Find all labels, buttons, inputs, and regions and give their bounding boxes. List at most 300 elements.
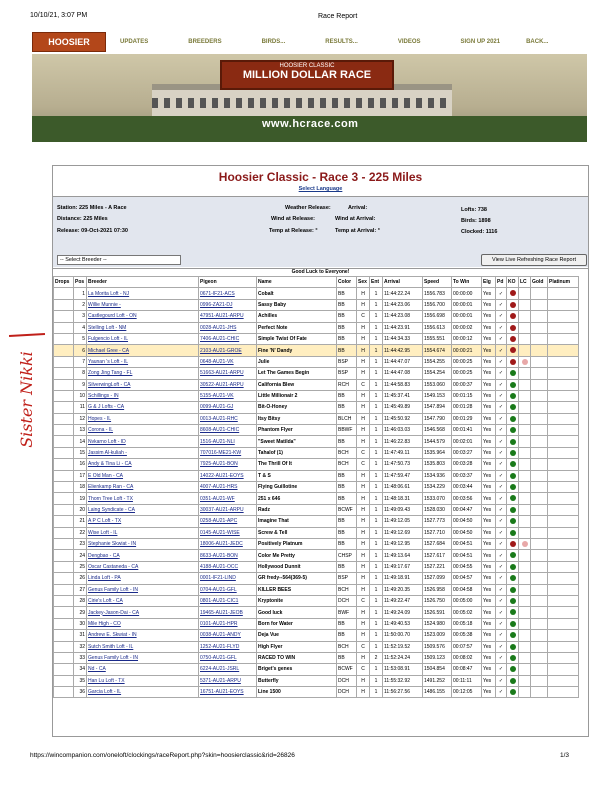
cell: 1554.674	[423, 345, 452, 356]
cell: ✓	[496, 379, 507, 390]
cell[interactable]: Jackey-Jason-Dai - CA	[87, 607, 199, 618]
cell: Flying Guillotine	[257, 482, 337, 493]
table-row[interactable]	[54, 630, 579, 641]
cell[interactable]: Nd - CA	[87, 664, 199, 675]
nav-videos[interactable]: VIDEOS	[397, 39, 421, 45]
nav-back[interactable]: BACK...	[526, 39, 549, 45]
cell: 11:49:09.43	[383, 504, 423, 515]
nav-signup[interactable]: SIGN UP 2021	[460, 39, 501, 45]
cell: ✓	[496, 288, 507, 299]
controls-row	[53, 253, 588, 267]
select-language-link[interactable]: Select Language	[298, 186, 343, 192]
nav-updates[interactable]: UPDATES	[120, 39, 149, 45]
cell[interactable]: Michael Gree - CA	[87, 345, 199, 356]
cell: H	[357, 402, 370, 413]
empty-cell	[54, 687, 74, 698]
nav-birds[interactable]: BIRDS...	[261, 39, 286, 45]
cell[interactable]: 0258-AU21-APC	[199, 516, 257, 527]
cell[interactable]: Schillings - IN	[87, 390, 199, 401]
table-row[interactable]	[54, 379, 579, 390]
cell: ✓	[496, 618, 507, 629]
table-row[interactable]	[54, 345, 579, 356]
empty-cell	[54, 379, 74, 390]
status-dot-icon	[510, 450, 516, 456]
table-row[interactable]	[54, 402, 579, 413]
empty-cell	[531, 390, 548, 401]
status-cell	[507, 459, 519, 470]
table-row[interactable]	[54, 595, 579, 606]
cell[interactable]: 1516-AU21-NLI	[199, 436, 257, 447]
cell[interactable]: G & J Lofts - CA	[87, 402, 199, 413]
cell[interactable]: 4007-AU21-HRS	[199, 482, 257, 493]
status-dot-icon	[510, 359, 516, 365]
cell: Let The Games Begin	[257, 368, 337, 379]
cell: BB	[337, 299, 357, 310]
cell: ✓	[496, 675, 507, 686]
cell[interactable]: 2103-AU21-GROE	[199, 345, 257, 356]
cell: 12	[74, 413, 87, 424]
cell: 31	[74, 630, 87, 641]
cell[interactable]: Zong Jing Tang - FL	[87, 368, 199, 379]
empty-cell	[54, 504, 74, 515]
status-dot-icon	[510, 541, 516, 547]
cell[interactable]: 0099-AU21-GJ	[199, 402, 257, 413]
nav-results[interactable]: RESULTS...	[325, 39, 358, 45]
cell: ✓	[496, 333, 507, 344]
cell: 00:11:11	[452, 675, 482, 686]
race-banner	[220, 60, 394, 90]
cell: 1	[370, 311, 383, 322]
status-dot-icon	[522, 541, 528, 547]
cell: H	[357, 390, 370, 401]
cell: Cobalt	[257, 288, 337, 299]
table-row[interactable]	[54, 299, 579, 310]
status-cell	[507, 379, 519, 390]
cell: Born for Water	[257, 618, 337, 629]
cell[interactable]: Sutch Smith Loft - IL	[87, 641, 199, 652]
cell[interactable]: 18006-AU21-JEDC	[199, 538, 257, 549]
table-row[interactable]	[54, 447, 579, 458]
cell: 00:04:47	[452, 504, 482, 515]
table-row[interactable]	[54, 584, 579, 595]
cell[interactable]: Elienkamp Ran - CA	[87, 482, 199, 493]
empty-cell	[548, 482, 579, 493]
cell: 1	[370, 550, 383, 561]
cell: Yes	[482, 356, 496, 367]
empty-cell	[548, 527, 579, 538]
cell: 1	[370, 470, 383, 481]
cell: BSP	[337, 573, 357, 584]
live-report-button[interactable]: View Live Refreshing Race Report	[481, 254, 587, 266]
site-logo[interactable]: HOOSIER	[32, 32, 106, 52]
cell: H	[357, 527, 370, 538]
cell[interactable]: 0101-AU21-HPR	[199, 618, 257, 629]
cell: 20	[74, 504, 87, 515]
cell: ✓	[496, 413, 507, 424]
status-cell	[507, 504, 519, 515]
table-row[interactable]	[54, 573, 579, 584]
table-row[interactable]	[54, 311, 579, 322]
empty-cell	[548, 436, 579, 447]
table-row[interactable]	[54, 664, 579, 675]
cell: C	[357, 379, 370, 390]
cell[interactable]: Fulgencio Loft - IL	[87, 333, 199, 344]
cell: 11:48:06.61	[383, 482, 423, 493]
empty-cell	[54, 607, 74, 618]
empty-cell	[54, 630, 74, 641]
cell[interactable]: A P C Loft - TX	[87, 516, 199, 527]
cell: 1	[370, 493, 383, 504]
column-header: Speed	[423, 277, 452, 288]
cell[interactable]: Andy & Tina Li - CA	[87, 459, 199, 470]
cell[interactable]: 4188-AU21-OCC	[199, 561, 257, 572]
empty-cell	[531, 413, 548, 424]
empty-cell	[531, 504, 548, 515]
cell: H	[357, 516, 370, 527]
cell: 00:01:28	[452, 402, 482, 413]
cell[interactable]: 7406-AU21-CHIC	[199, 333, 257, 344]
cell: 1	[370, 425, 383, 436]
station: Station: 225 Miles - A Race	[57, 205, 127, 211]
cell[interactable]: 0671-IF21-ACS	[199, 288, 257, 299]
table-row[interactable]	[54, 516, 579, 527]
cell: BB	[337, 288, 357, 299]
table-row[interactable]	[54, 436, 579, 447]
cell[interactable]: Linda Loft - PA	[87, 573, 199, 584]
cell: Yes	[482, 436, 496, 447]
table-row[interactable]	[54, 368, 579, 379]
status-cell	[507, 493, 519, 504]
cell[interactable]: Jassim Al-kuliah -	[87, 447, 199, 458]
cell: 30	[74, 618, 87, 629]
cell: Screw & Tell	[257, 527, 337, 538]
empty-cell	[548, 584, 579, 595]
table-row[interactable]	[54, 333, 579, 344]
cell[interactable]: Nvkarno Loft - ID	[87, 436, 199, 447]
clocked-count: Clocked: 1116	[461, 229, 498, 235]
column-header: Pigeon	[199, 277, 257, 288]
table-row[interactable]	[54, 288, 579, 299]
nav-breeders[interactable]: BREEDERS	[188, 39, 222, 45]
cell: H	[357, 356, 370, 367]
empty-cell	[548, 356, 579, 367]
status-cell	[519, 561, 531, 572]
cell[interactable]: 16751-AU21-EOYS	[199, 687, 257, 698]
cell: 1	[370, 322, 383, 333]
cell: 00:04:51	[452, 550, 482, 561]
cell: 11:44:47.08	[383, 368, 423, 379]
empty-cell	[531, 322, 548, 333]
empty-cell	[54, 618, 74, 629]
cell[interactable]: 0001-IF21-LIND	[199, 573, 257, 584]
empty-cell	[54, 288, 74, 299]
cell: 1491.252	[423, 675, 452, 686]
cell: Phantom Flyer	[257, 425, 337, 436]
column-header: Name	[257, 277, 337, 288]
cell[interactable]: 6224-AU21-JSRL	[199, 664, 257, 675]
status-cell	[519, 470, 531, 481]
cell[interactable]: 0351-AU21-WF	[199, 493, 257, 504]
cell: 11:44:58.83	[383, 379, 423, 390]
empty-cell	[54, 390, 74, 401]
table-row[interactable]	[54, 459, 579, 470]
cell[interactable]: Hopes - IL	[87, 413, 199, 424]
cell[interactable]: Wise Loft - IL	[87, 527, 199, 538]
cell[interactable]: Stelling Loft - NM	[87, 322, 199, 333]
cell: Yes	[482, 687, 496, 698]
cell: Good luck	[257, 607, 337, 618]
cell: H	[357, 675, 370, 686]
cell: 18	[74, 482, 87, 493]
status-cell	[519, 436, 531, 447]
cell: ✓	[496, 493, 507, 504]
cell: 00:04:58	[452, 584, 482, 595]
cell[interactable]: Cirie's Loft - CA	[87, 595, 199, 606]
cell[interactable]: 47951-AU21-ARPU	[199, 311, 257, 322]
empty-cell	[531, 402, 548, 413]
cell: DCH	[337, 675, 357, 686]
cell: ✓	[496, 687, 507, 698]
cell[interactable]: 707016-ME21-KW	[199, 447, 257, 458]
cell: H	[357, 561, 370, 572]
empty-cell	[548, 630, 579, 641]
cell: 00:00:01	[452, 311, 482, 322]
empty-cell	[548, 664, 579, 675]
cell[interactable]: Yaunan 's Loft - IL	[87, 356, 199, 367]
cell: 1544.579	[423, 436, 452, 447]
cell: 8	[74, 368, 87, 379]
cell[interactable]: Castlegourd Loft - ON	[87, 311, 199, 322]
cell: BB	[337, 322, 357, 333]
cell: 1	[370, 664, 383, 675]
empty-cell	[54, 447, 74, 458]
cell: 11:44:22.24	[383, 288, 423, 299]
cell: ✓	[496, 345, 507, 356]
column-header: Breeder	[87, 277, 199, 288]
cell[interactable]: La Morita Loft - NJ	[87, 288, 199, 299]
cell: 10	[74, 390, 87, 401]
status-cell	[519, 664, 531, 675]
cell[interactable]: Thorn Tree Loft - TX	[87, 493, 199, 504]
cell: 1533.070	[423, 493, 452, 504]
cell: Yes	[482, 333, 496, 344]
cell[interactable]: 0038-AU21-ANDY	[199, 630, 257, 641]
empty-cell	[531, 687, 548, 698]
cell[interactable]: 0028-AU21-JHS	[199, 322, 257, 333]
empty-cell	[548, 288, 579, 299]
cell: 1546.568	[423, 425, 452, 436]
cell[interactable]: 0145-AU21-WISE	[199, 527, 257, 538]
table-row[interactable]	[54, 607, 579, 618]
cell[interactable]: SilverwingLoft - CA	[87, 379, 199, 390]
table-row[interactable]	[54, 504, 579, 515]
table-row[interactable]	[54, 550, 579, 561]
cell: Yes	[482, 368, 496, 379]
status-cell	[507, 436, 519, 447]
table-row[interactable]	[54, 390, 579, 401]
cell: 11:44:23.06	[383, 299, 423, 310]
cell: H	[357, 652, 370, 663]
empty-cell	[548, 425, 579, 436]
cell: Fine 'N' Dandy	[257, 345, 337, 356]
cell[interactable]: 51663-AU21-ARPU	[199, 368, 257, 379]
cell: 1	[370, 516, 383, 527]
cell: 1	[74, 288, 87, 299]
empty-cell	[54, 550, 74, 561]
cell[interactable]: 8633-AU21-BON	[199, 550, 257, 561]
cell: H	[357, 322, 370, 333]
cell: 1556.698	[423, 311, 452, 322]
cell[interactable]: 0013-AU21-RHC	[199, 413, 257, 424]
status-dot-icon	[510, 404, 516, 410]
cell[interactable]: 30037-AU21-ARPU	[199, 504, 257, 515]
cell: Deja Vue	[257, 630, 337, 641]
status-dot-icon	[510, 666, 516, 672]
cell: BCWF	[337, 504, 357, 515]
status-dot-icon	[510, 484, 516, 490]
cell: 1547.894	[423, 402, 452, 413]
cell[interactable]: Han Lu Loft - TX	[87, 675, 199, 686]
column-header: Ent	[370, 277, 383, 288]
cell: 1486.155	[423, 687, 452, 698]
status-cell	[507, 345, 519, 356]
cell[interactable]: 0750-AU21-GFL	[199, 652, 257, 663]
cell[interactable]: 1252-AU21-FLYD	[199, 641, 257, 652]
table-row[interactable]	[54, 561, 579, 572]
cell: 2	[74, 299, 87, 310]
cell[interactable]: 0801-AU21-CIC1	[199, 595, 257, 606]
status-dot-icon	[510, 678, 516, 684]
cell[interactable]: Genus Family Loft - IN	[87, 584, 199, 595]
cell: ✓	[496, 641, 507, 652]
cell[interactable]: Willie Munnie -	[87, 299, 199, 310]
cell: Radz	[257, 504, 337, 515]
cell: ✓	[496, 516, 507, 527]
cell[interactable]: 0996-ZA21-DJ	[199, 299, 257, 310]
cell: 1	[370, 447, 383, 458]
table-row[interactable]	[54, 641, 579, 652]
table-row[interactable]	[54, 470, 579, 481]
cell[interactable]: Oscar Castaneda - CA	[87, 561, 199, 572]
empty-cell	[531, 641, 548, 652]
cell[interactable]: Stephanie Skwiat - IN	[87, 538, 199, 549]
table-row[interactable]	[54, 618, 579, 629]
cell[interactable]: Andrew E. Skwiat - IN	[87, 630, 199, 641]
cell[interactable]: 5371-AU21-ARPU	[199, 675, 257, 686]
breeder-select[interactable]: -- Select Breeder --	[57, 255, 181, 265]
cell[interactable]: 0648-AU21-VK	[199, 356, 257, 367]
cell: 1	[370, 573, 383, 584]
empty-cell	[54, 561, 74, 572]
status-dot-icon	[510, 644, 516, 650]
empty-cell	[531, 561, 548, 572]
column-header: Elg	[482, 277, 496, 288]
table-row[interactable]	[54, 538, 579, 549]
empty-cell	[54, 527, 74, 538]
banner-big: MILLION DOLLAR RACE	[242, 69, 372, 81]
status-cell	[519, 516, 531, 527]
cell[interactable]: 30522-AU21-ARPU	[199, 379, 257, 390]
table-row[interactable]	[54, 527, 579, 538]
status-cell	[507, 516, 519, 527]
cell: 00:00:02	[452, 322, 482, 333]
cell: 1	[370, 584, 383, 595]
cell[interactable]: E Old Man - CA	[87, 470, 199, 481]
table-row[interactable]	[54, 493, 579, 504]
column-header: Sex	[357, 277, 370, 288]
status-cell	[507, 356, 519, 367]
empty-cell	[531, 493, 548, 504]
cell[interactable]: Laing Syndicate - CA	[87, 504, 199, 515]
cell: H	[357, 436, 370, 447]
empty-cell	[531, 436, 548, 447]
cell: ✓	[496, 561, 507, 572]
cell[interactable]: Garcia Loft - IL	[87, 687, 199, 698]
cell[interactable]: 19465-AU21-JEOB	[199, 607, 257, 618]
empty-cell	[548, 368, 579, 379]
cell: 1	[370, 595, 383, 606]
cell: 1	[370, 459, 383, 470]
cell[interactable]: 7925-AU21-BON	[199, 459, 257, 470]
empty-cell	[54, 368, 74, 379]
status-dot-icon	[510, 313, 516, 319]
cell: T & S	[257, 470, 337, 481]
cell: Itsy Bitsy	[257, 413, 337, 424]
empty-cell	[54, 595, 74, 606]
cell[interactable]: 5155-AU21-VK	[199, 390, 257, 401]
table-row[interactable]	[54, 322, 579, 333]
empty-cell	[531, 550, 548, 561]
cell: H	[357, 630, 370, 641]
cell: ✓	[496, 311, 507, 322]
empty-cell	[531, 618, 548, 629]
cell: 24	[74, 550, 87, 561]
table-row[interactable]	[54, 425, 579, 436]
table-row[interactable]	[54, 482, 579, 493]
cell: 19	[74, 493, 87, 504]
cell[interactable]: Dengbao - CA	[87, 550, 199, 561]
cell: 11:47:50.73	[383, 459, 423, 470]
status-cell	[519, 538, 531, 549]
cell: 11:49:24.09	[383, 607, 423, 618]
table-row[interactable]	[54, 675, 579, 686]
empty-cell	[531, 311, 548, 322]
cell[interactable]: 8608-AU21-CHIC	[199, 425, 257, 436]
cell[interactable]: 14022-AU21-EOYS	[199, 470, 257, 481]
cell: ✓	[496, 356, 507, 367]
table-row[interactable]	[54, 413, 579, 424]
cell[interactable]: Genus Family Loft - IN	[87, 652, 199, 663]
cell[interactable]: Mile High - CO	[87, 618, 199, 629]
cell: ✓	[496, 538, 507, 549]
status-cell	[519, 356, 531, 367]
cell[interactable]: 0704-AU21-GFL	[199, 584, 257, 595]
cell: 9	[74, 379, 87, 390]
cell: H	[357, 538, 370, 549]
table-row[interactable]	[54, 356, 579, 367]
cell: 16	[74, 459, 87, 470]
cell: Little Millionair 2	[257, 390, 337, 401]
cell[interactable]: Corona - IL	[87, 425, 199, 436]
status-cell	[519, 618, 531, 629]
table-row[interactable]	[54, 687, 579, 698]
table-row[interactable]	[54, 652, 579, 663]
empty-cell	[548, 413, 579, 424]
empty-cell	[54, 652, 74, 663]
cell: Yes	[482, 322, 496, 333]
birds-count: Birds: 1898	[461, 218, 491, 224]
status-dot-icon	[510, 632, 516, 638]
